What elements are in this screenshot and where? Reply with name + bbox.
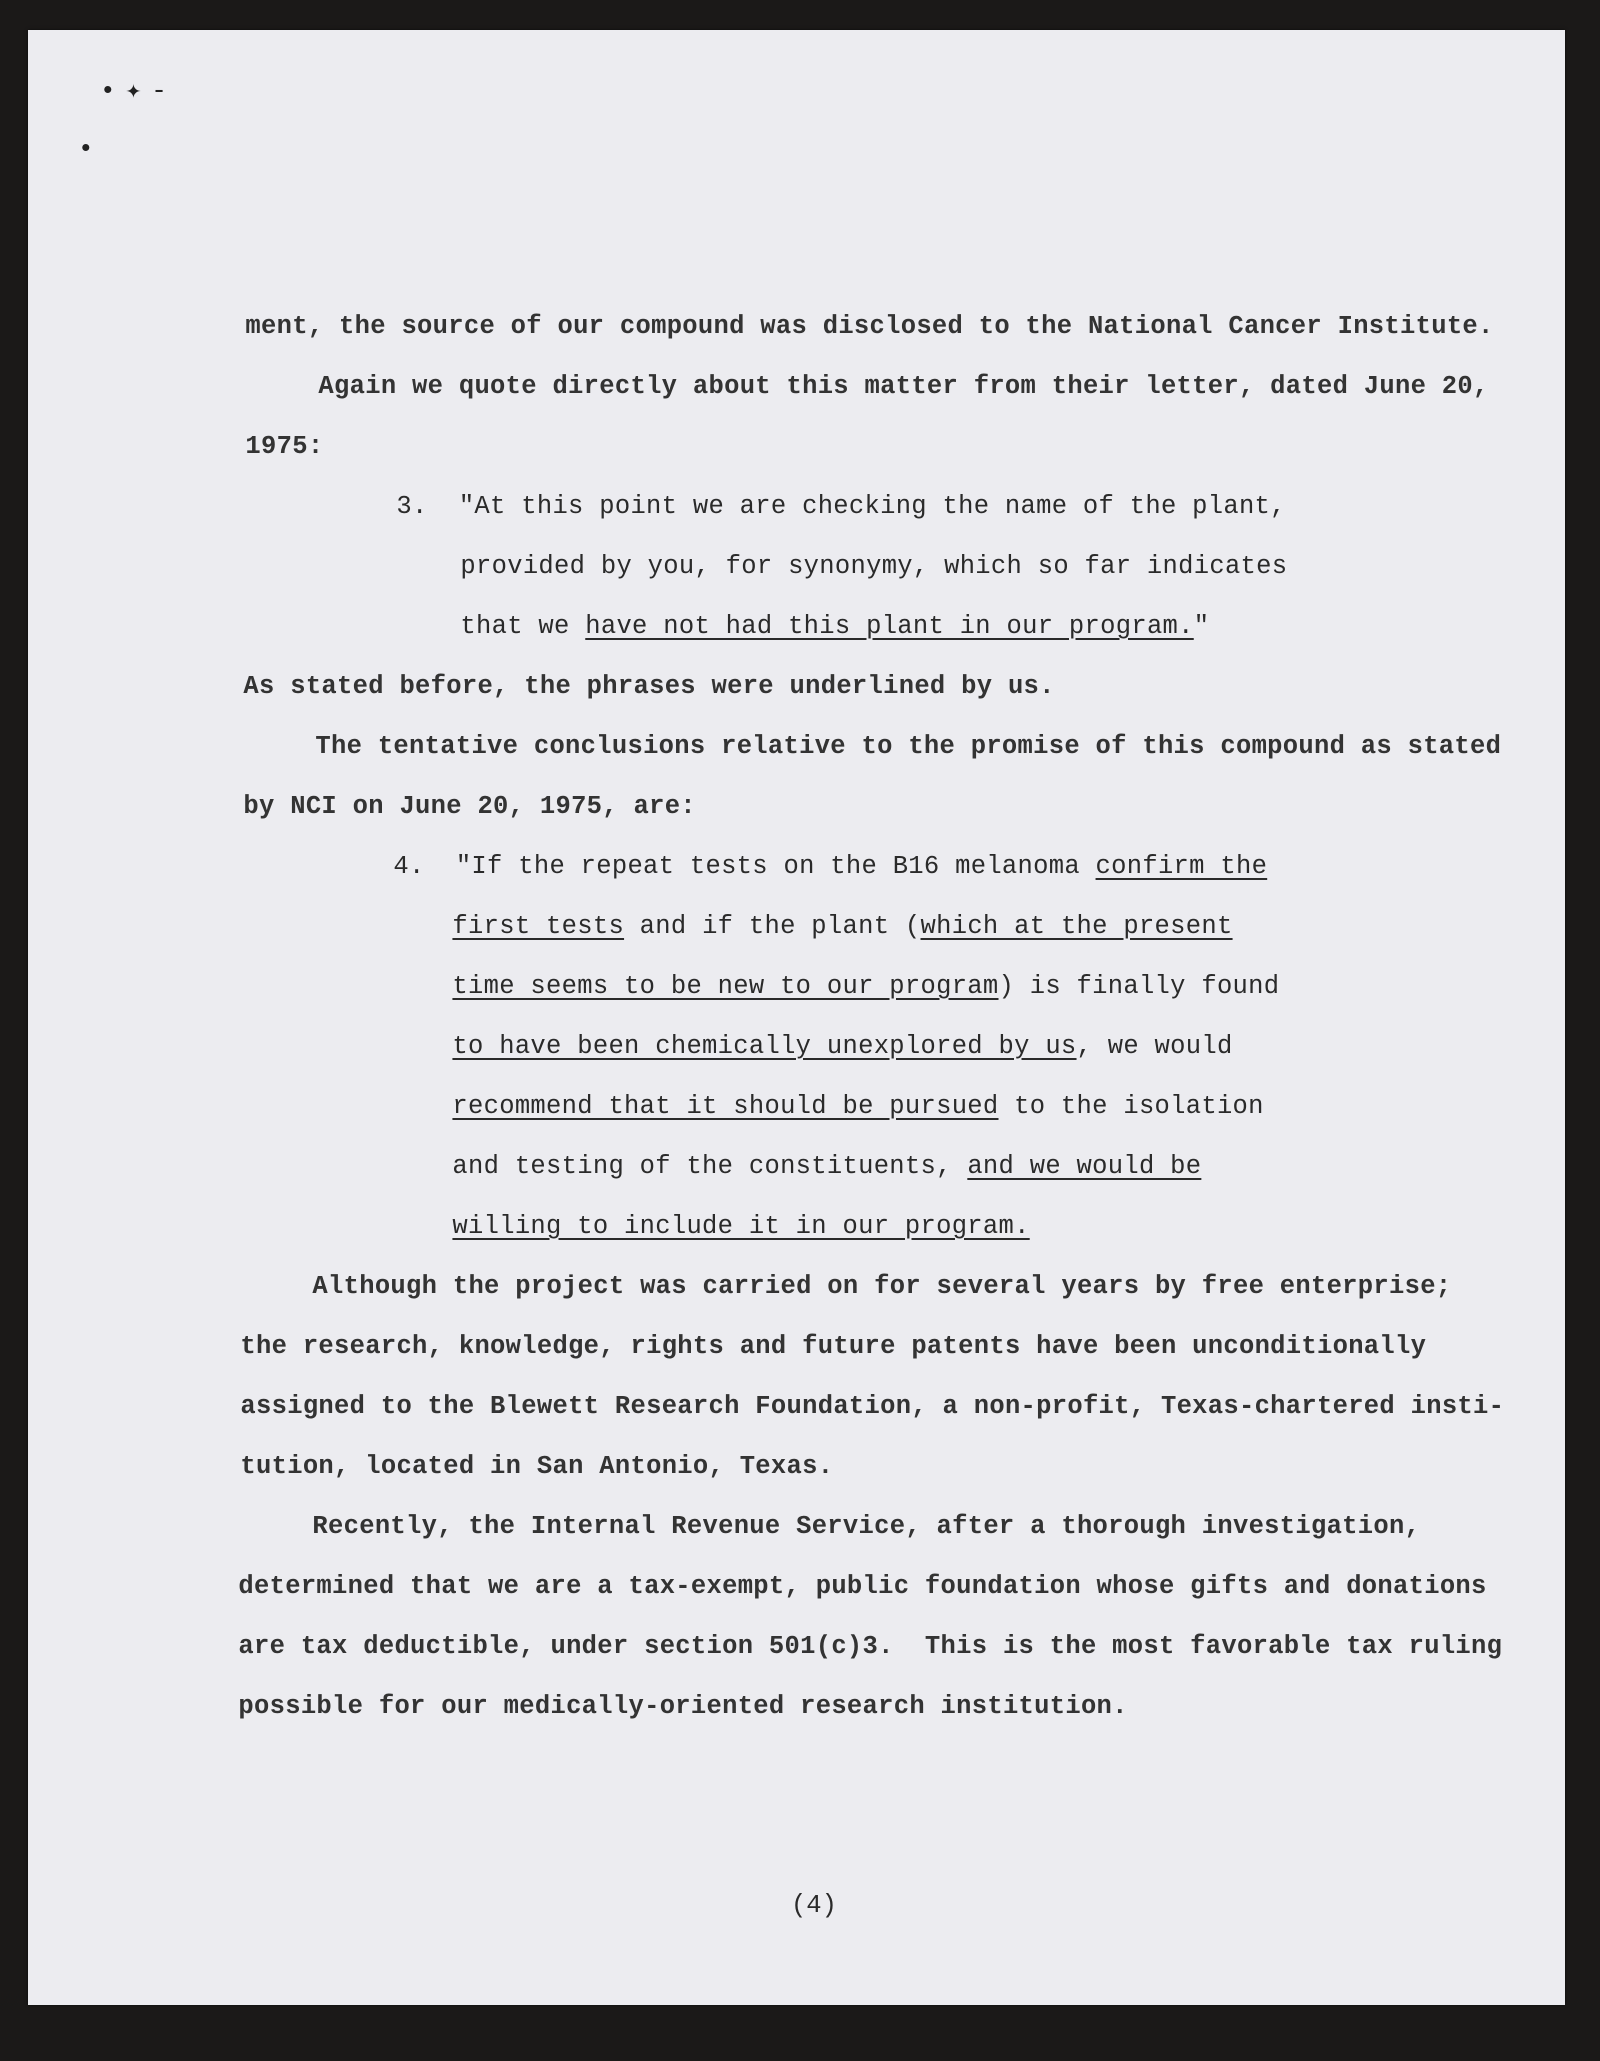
underlined-phrase: first tests bbox=[452, 911, 625, 941]
text-segment: 3. "At this point we are checking the name of the plant, bbox=[396, 491, 1286, 521]
text-segment: are tax deductible, under section 501(c)3. This is the most favorable tax ruling bbox=[238, 1631, 1503, 1661]
text-segment: that we bbox=[460, 611, 586, 641]
text-segment: assigned to the Blewett Research Foundation, a non-profit, Texas-chartered insti- bbox=[240, 1391, 1505, 1421]
margin-marks: •✦- bbox=[100, 76, 177, 106]
underlined-phrase: willing to include it in our program. bbox=[452, 1211, 1030, 1241]
text-segment: provided by you, for synonymy, which so far indicates bbox=[460, 551, 1288, 581]
text-segment: and if the plant ( bbox=[624, 911, 921, 941]
text-segment: tution, located in San Antonio, Texas. bbox=[240, 1451, 834, 1481]
text-segment: to the isolation bbox=[998, 1091, 1264, 1121]
text-segment: Recently, the Internal Revenue Service, after a thorough investigation, bbox=[312, 1511, 1421, 1541]
text-line bbox=[183, 408, 323, 485]
text-segment: possible for our medically-oriented research institution. bbox=[238, 1691, 1128, 1721]
text-segment: determined that we are a tax-exempt, public foundation whose gifts and donations bbox=[238, 1571, 1487, 1601]
text-line bbox=[256, 348, 1489, 425]
text-segment: by NCI on June 20, 1975, are: bbox=[243, 791, 696, 821]
underlined-phrase: time seems to be new to our program bbox=[452, 971, 999, 1001]
text-segment: Again we quote directly about this matter from their letter, dated June 20, bbox=[318, 371, 1489, 401]
text-line bbox=[176, 1668, 1128, 1745]
text-segment: As stated before, the phrases were underlined by us. bbox=[243, 671, 1055, 701]
margin-mark: • bbox=[78, 134, 94, 164]
document-page bbox=[28, 30, 1565, 2005]
text-segment: The tentative conclusions relative to the promise of this compound as stated bbox=[315, 731, 1502, 761]
underlined-phrase: confirm the bbox=[1095, 851, 1268, 881]
underlined-phrase: to have been chemically unexplored by us bbox=[452, 1031, 1077, 1061]
underlined-phrase: recommend that it should be pursued bbox=[452, 1091, 999, 1121]
text-segment: , we would bbox=[1076, 1031, 1233, 1061]
underlined-phrase: have not had this plant in our program. bbox=[585, 611, 1194, 641]
page-number: (4) bbox=[791, 1891, 837, 1920]
underlined-phrase: and we would be bbox=[967, 1151, 1202, 1181]
text-segment: ) is finally found bbox=[998, 971, 1280, 1001]
text-segment: " bbox=[1193, 611, 1210, 641]
text-segment: ment, the source of our compound was disclosed to the National Cancer Institute. bbox=[245, 311, 1494, 341]
text-segment: Although the project was carried on for several years by free enterprise; bbox=[312, 1271, 1452, 1301]
underlined-phrase: which at the present bbox=[920, 911, 1233, 941]
text-segment: 4. "If the repeat tests on the B16 melanoma bbox=[393, 851, 1096, 881]
text-segment: 1975: bbox=[245, 431, 324, 461]
text-segment: and testing of the constituents, bbox=[452, 1151, 968, 1181]
text-segment: the research, knowledge, rights and future patents have been unconditionally bbox=[240, 1331, 1427, 1361]
